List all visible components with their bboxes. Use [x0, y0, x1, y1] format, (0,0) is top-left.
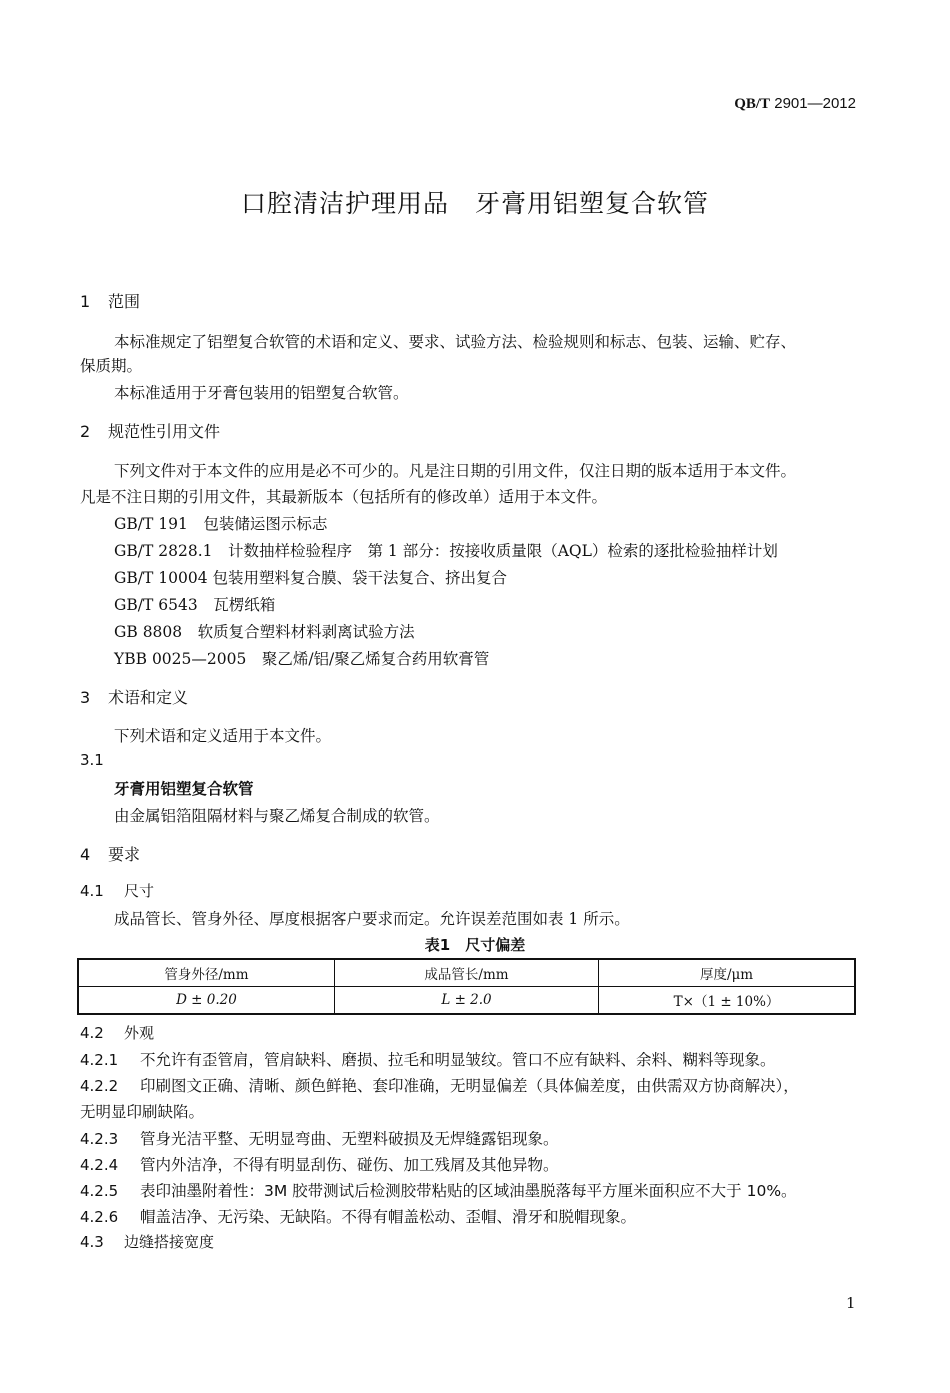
subsection-title: 尺寸 [124, 882, 155, 900]
section-number: 3 [80, 688, 91, 707]
reference-item: GB/T 2828.1 计数抽样检验程序 第 1 部分：按接收质量限（AQL）检索的逐批检验抽样计划 [114, 542, 778, 560]
table-cell: T×（1 ± 10%） [599, 987, 855, 1015]
section-4-heading [80, 842, 140, 865]
section-number: 4 [80, 845, 91, 864]
sec2-paragraph-1: 下列文件对于本文件的应用是必不可少的。凡是注日期的引用文件，仅注日期的版本适用于本文件。 [114, 462, 797, 480]
sec2-paragraph-1-cont: 凡是不注日期的引用文件，其最新版本（包括所有的修改单）适用于本文件。 [80, 488, 608, 506]
clause-number: 4.2.5 [80, 1182, 119, 1200]
sec1-paragraph-2: 本标准适用于牙膏包装用的铝塑复合软管。 [114, 384, 409, 402]
table-header-cell: 管身外径/mm [78, 959, 334, 987]
clause-4-2-2-cont: 无明显印刷缺陷。 [80, 1103, 205, 1121]
clause-number: 4.2.1 [80, 1051, 119, 1069]
section-title: 规范性引用文件 [108, 422, 221, 441]
clause-number: 4.2.2 [80, 1077, 119, 1095]
subsection-4-3-heading [80, 1231, 214, 1252]
subsection-4-1-heading [80, 880, 154, 901]
section-3-heading [80, 685, 188, 708]
clause-4-2-6 [80, 1205, 636, 1227]
clause-4-2-1 [80, 1048, 776, 1070]
clause-number: 4.2.4 [80, 1156, 119, 1174]
clause-text: 管身光洁平整、无明显弯曲、无塑料破损及无焊缝露铝现象。 [140, 1130, 559, 1148]
dimension-tolerance-table [77, 958, 856, 1015]
subsection-title: 外观 [124, 1024, 155, 1042]
reference-item: GB/T 10004 包装用塑料复合膜、袋干法复合、挤出复合 [114, 569, 507, 587]
table-header-row [78, 959, 855, 987]
clause-4-2-3 [80, 1127, 559, 1149]
table-cell: L ± 2.0 [334, 987, 598, 1015]
clause-text: 管内外洁净，不得有明显刮伤、碰伤、加工残屑及其他异物。 [140, 1156, 559, 1174]
reference-item: GB/T 191 包装储运图示标志 [114, 515, 328, 533]
section-1-heading [80, 289, 140, 312]
term-name: 牙膏用铝塑复合软管 [114, 780, 254, 798]
clause-text: 表印油墨附着性：3M 胶带测试后检测胶带粘贴的区域油墨脱落每平方厘米面积应不大于 10%。 [140, 1182, 797, 1200]
sec1-paragraph-1: 本标准规定了铝塑复合软管的术语和定义、要求、试验方法、检验规则和标志、包装、运输、贮存、 [114, 333, 797, 351]
clause-text: 印刷图文正确、清晰、颜色鲜艳、套印准确，无明显偏差（具体偏差度，由供需双方协商解决）， [140, 1077, 799, 1095]
standard-code [734, 95, 856, 113]
subsection-number: 4.1 [80, 882, 104, 900]
clause-number: 4.2.6 [80, 1208, 119, 1226]
clause-4-2-2 [80, 1074, 799, 1096]
page-number: 1 [846, 1294, 856, 1312]
subsection-title: 边缝搭接宽度 [124, 1233, 215, 1251]
sec3-paragraph-1: 下列术语和定义适用于本文件。 [114, 727, 332, 745]
sec4-1-text: 成品管长、管身外径、厚度根据客户要求而定。允许误差范围如表 1 所示。 [114, 910, 630, 928]
subsection-number: 4.3 [80, 1233, 104, 1251]
section-number: 2 [80, 422, 91, 441]
document-title: 口腔清洁护理用品 牙膏用铝塑复合软管 [240, 189, 709, 218]
standard-prefix: QB/T [734, 96, 771, 112]
table-row [78, 987, 855, 1015]
subsection-4-2-heading [80, 1022, 154, 1043]
section-2-heading [80, 419, 220, 442]
clause-4-2-4 [80, 1153, 559, 1175]
clause-number: 4.2.3 [80, 1130, 119, 1148]
section-title: 要求 [108, 845, 141, 864]
reference-item: YBB 0025—2005 聚乙烯/铝/聚乙烯复合药用软膏管 [114, 650, 490, 668]
section-number: 1 [80, 292, 91, 311]
clause-text: 帽盖洁净、无污染、无缺陷。不得有帽盖松动、歪帽、滑牙和脱帽现象。 [140, 1208, 637, 1226]
reference-item: GB 8808 软质复合塑料材料剥离试验方法 [114, 623, 415, 641]
term-definition: 由金属铝箔阻隔材料与聚乙烯复合制成的软管。 [114, 807, 440, 825]
clause-4-2-5 [80, 1179, 797, 1201]
table-caption: 表1 尺寸偏差 [424, 936, 526, 954]
section-title: 术语和定义 [108, 688, 189, 707]
subsection-number: 4.2 [80, 1024, 104, 1042]
subsection-3-1-number: 3.1 [80, 751, 104, 769]
sec1-paragraph-1-cont: 保质期。 [80, 357, 143, 375]
table-header-cell: 成品管长/mm [334, 959, 598, 987]
standard-number: 2901—2012 [774, 95, 856, 112]
clause-text: 不允许有歪管肩，管肩缺料、磨损、拉毛和明显皱纹。管口不应有缺料、余料、糊料等现象。 [140, 1051, 776, 1069]
table-cell: D ± 0.20 [78, 987, 334, 1015]
reference-item: GB/T 6543 瓦楞纸箱 [114, 596, 276, 614]
section-title: 范围 [108, 292, 141, 311]
table-header-cell: 厚度/μm [599, 959, 855, 987]
